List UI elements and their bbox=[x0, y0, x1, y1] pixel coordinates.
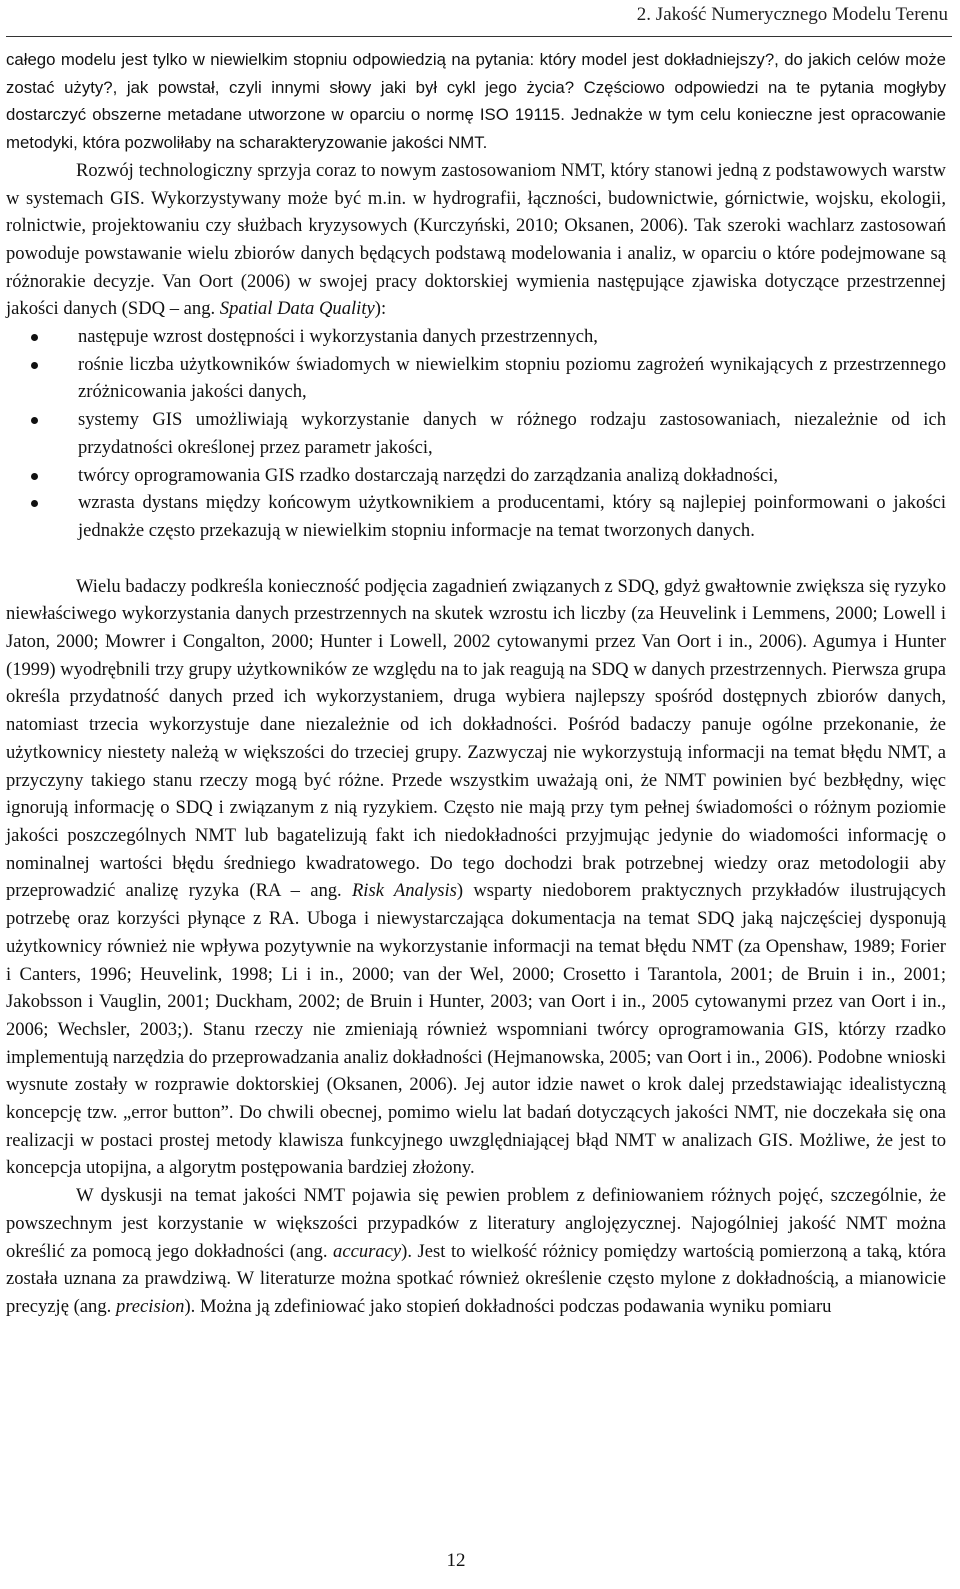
paragraph-definitions-text: W dyskusji na temat jakości NMT pojawia się pewien problem z definiowaniem różnych pojęć, szczególnie, że powszechnym jest korzystanie w większości przypadków z literatury anglojęzycznej. Najogólniej jakość NMT można określić za pomocą jego dokładności (ang. bbox=[6, 1185, 946, 1262]
list-item: twórcy oprogramowania GIS rzadko dostarczają narzędzi do zarządzania analizą dokładności, bbox=[6, 462, 946, 490]
paragraph-intro: całego modelu jest tylko w niewielkim stopniu odpowiedzią na pytania: który model jest dokładniejszy?, do jakich celów może zostać użyty?, jak powstał, czyli innymi słowy jaki był cykl jego życia? Częściowo odpowiedzi na te pytania mogłyby dostarczyć obszerne metadane utworzone w oparciu o normę ISO 19115. Jednakże w tym celu konieczne jest opracowanie metodyki, która pozwoliłaby na scharakteryzowanie jakości NMT. bbox=[6, 50, 946, 153]
paragraph-applications-text: Rozwój technologiczny sprzyja coraz to nowym zastosowaniom NMT, który stanowi jedną z podstawowych warstw w systemach GIS. Wykorzystywany może być m.in. w hydrografii, łączności, budownictwie, górnictwie, wojsku, ekologii, rolnictwie, projektowaniu czy służbach kryzysowych (Kurczyński, 2010; Oksanen, 2006). Tak szeroki wachlarz zastosowań powoduje powstawanie wielu zbiorów danych będących podstawą modelowania i analiz, w oparciu o które podejmowane są różnorakie decyzje. Van Oort (2006) w swojej pracy doktorskiej wymienia następujące zjawiska dotyczące przestrzennej jakości danych (SDQ – ang. bbox=[6, 159, 946, 320]
list-item: następuje wzrost dostępności i wykorzystania danych przestrzennych, bbox=[6, 323, 946, 351]
term-accuracy: accuracy bbox=[333, 1240, 402, 1262]
paragraph-applications bbox=[6, 157, 946, 323]
paragraph-gap bbox=[6, 545, 946, 573]
page-body bbox=[6, 46, 946, 1321]
paragraph-researchers bbox=[6, 573, 946, 1182]
term-risk-analysis: Risk Analysis bbox=[351, 880, 457, 902]
paragraph-definitions-end: ). Można ją zdefiniować jako stopień dokładności podczas podawania wyniku pomiaru bbox=[184, 1295, 832, 1317]
sdq-phenomena-list bbox=[6, 323, 946, 545]
header-rule bbox=[6, 36, 952, 37]
paragraph-researchers-text: Wielu badaczy podkreśla konieczność podjęcia zagadnień związanych z SDQ, gdyż gwałtownie zwiększa się ryzyko niewłaściwego wykorzystania danych przestrzennych na skutek wzrostu ich liczby (za Heuvelink i Lemmens, 2000; Lowell i Jaton, 2000; Mowrer i Congalton, 2000; Hunter i Lowell, 2002 cytowanymi przez Van Oort i in., 2006). Agumya i Hunter (1999) wyodrębnili trzy grupy użytkowników ze względu na to jak reagują na SDQ w danych przestrzennych. Pierwsza grupa określa przydatność danych przed ich wykorzystaniem, druga wybiera najlepszy spośród dostępnych zbiorów danych, natomiast trzecia wykorzystuje dane niezależnie od ich dokładności. Pośród badaczy panuje ogólne przekonanie, że użytkownicy niestety należą w większości do trzeciej grupy. Zazwyczaj nie wykorzystują informacji na temat błędu NMT, a przyczyny takiego stanu rzeczy mogą być różne. Przede wszystkim uważają oni, że NMT powinien być bezbłędny, więc ignorują informację o SDQ i związanym z nią ryzykiem. Często nie mają przy tym pełnej świadomości o różnym poziomie jakości poszczególnych NMT lub bagatelizują fakt ich niedokładności przyjmując jedynie do wiadomości informację o nominalnej wartości błędu średniego kwadratowego. Do tego dochodzi brak potrzebnej wiedzy oraz metodologii aby przeprowadzić analizę ryzyka (RA – ang. bbox=[6, 575, 946, 902]
list-item: wzrasta dystans między końcowym użytkownikiem a producentami, który są najlepiej poinformowani o jakości jednakże często przekazują w niewielkim stopniu informacje na temat tworzonych danych. bbox=[6, 489, 946, 544]
term-spatial-data-quality: Spatial Data Quality bbox=[219, 298, 375, 320]
paragraph-researchers-cont: ) wsparty niedoborem praktycznych przykładów ilustrujących potrzebę oraz korzyści płynące z RA. Uboga i niewystarczająca dokumentacja na temat SDQ jaką najczęściej dysponują użytkownicy również nie wpływa pozytywnie na wykorzystanie informacji na temat błędu NMT (za Openshaw, 1989; Forier i Canters, 1996; Heuvelink, 1998; Li i in., 2000; van der Wel, 2000; Crosetto i Tarantola, 2001; de Bruin i in., 2001; Jakobsson i Vauglin, 2001; Duckham, 2002; de Bruin i Hunter, 2003; van Oort i in., 2005 cytowanymi przez van Oort i in., 2006; Wechsler, 2003;). Stanu rzeczy nie zmieniają również wspomniani twórcy oprogramowania GIS, którzy rzadko implementują narzędzia do przeprowadzania analiz dokładności (Hejmanowska, 2005; van Oort i in., 2006). Podobne wnioski wysnute zostały w rozprawie doktorskiej (Oksanen, 2006). Jej autor idzie nawet o krok dalej przedstawiając idealistyczną koncepcję tzw. „error button”. Do chwili obecnej, pomimo wielu lat badań dotyczących jakości NMT, nie doczekała się ona realizacji w postaci prostej metody klawisza funkcyjnego uwzględniającej błąd NMT w analizach GIS. Możliwe, że jest to koncepcja utopijna, a algorytm postępowania bardziej złożony. bbox=[6, 880, 946, 1179]
paragraph-definitions bbox=[6, 1182, 946, 1321]
paragraph-definitions-cont: ). Jest to wielkość różnicy pomiędzy wartością pomierzoną a taką, która została uznana za prawdziwą. W literaturze można spotkać również określenie często mylone z dokładnością, a mianowicie precyzję (ang. bbox=[6, 1240, 946, 1317]
term-precision: precision bbox=[115, 1295, 185, 1317]
list-item: systemy GIS umożliwiają wykorzystanie danych w różnego rodzaju zastosowaniach, niezależnie od ich przydatności określonej przez parametr jakości, bbox=[6, 406, 946, 461]
paragraph-applications-end: ): bbox=[374, 298, 387, 320]
list-item: rośnie liczba użytkowników świadomych w niewielkim stopniu poziomu zagrożeń wynikających z przestrzennego zróżnicowania jakości danych, bbox=[6, 351, 946, 406]
page-number: 12 bbox=[446, 1550, 466, 1571]
running-header: 2. Jakość Numerycznego Modelu Terenu bbox=[636, 4, 948, 25]
